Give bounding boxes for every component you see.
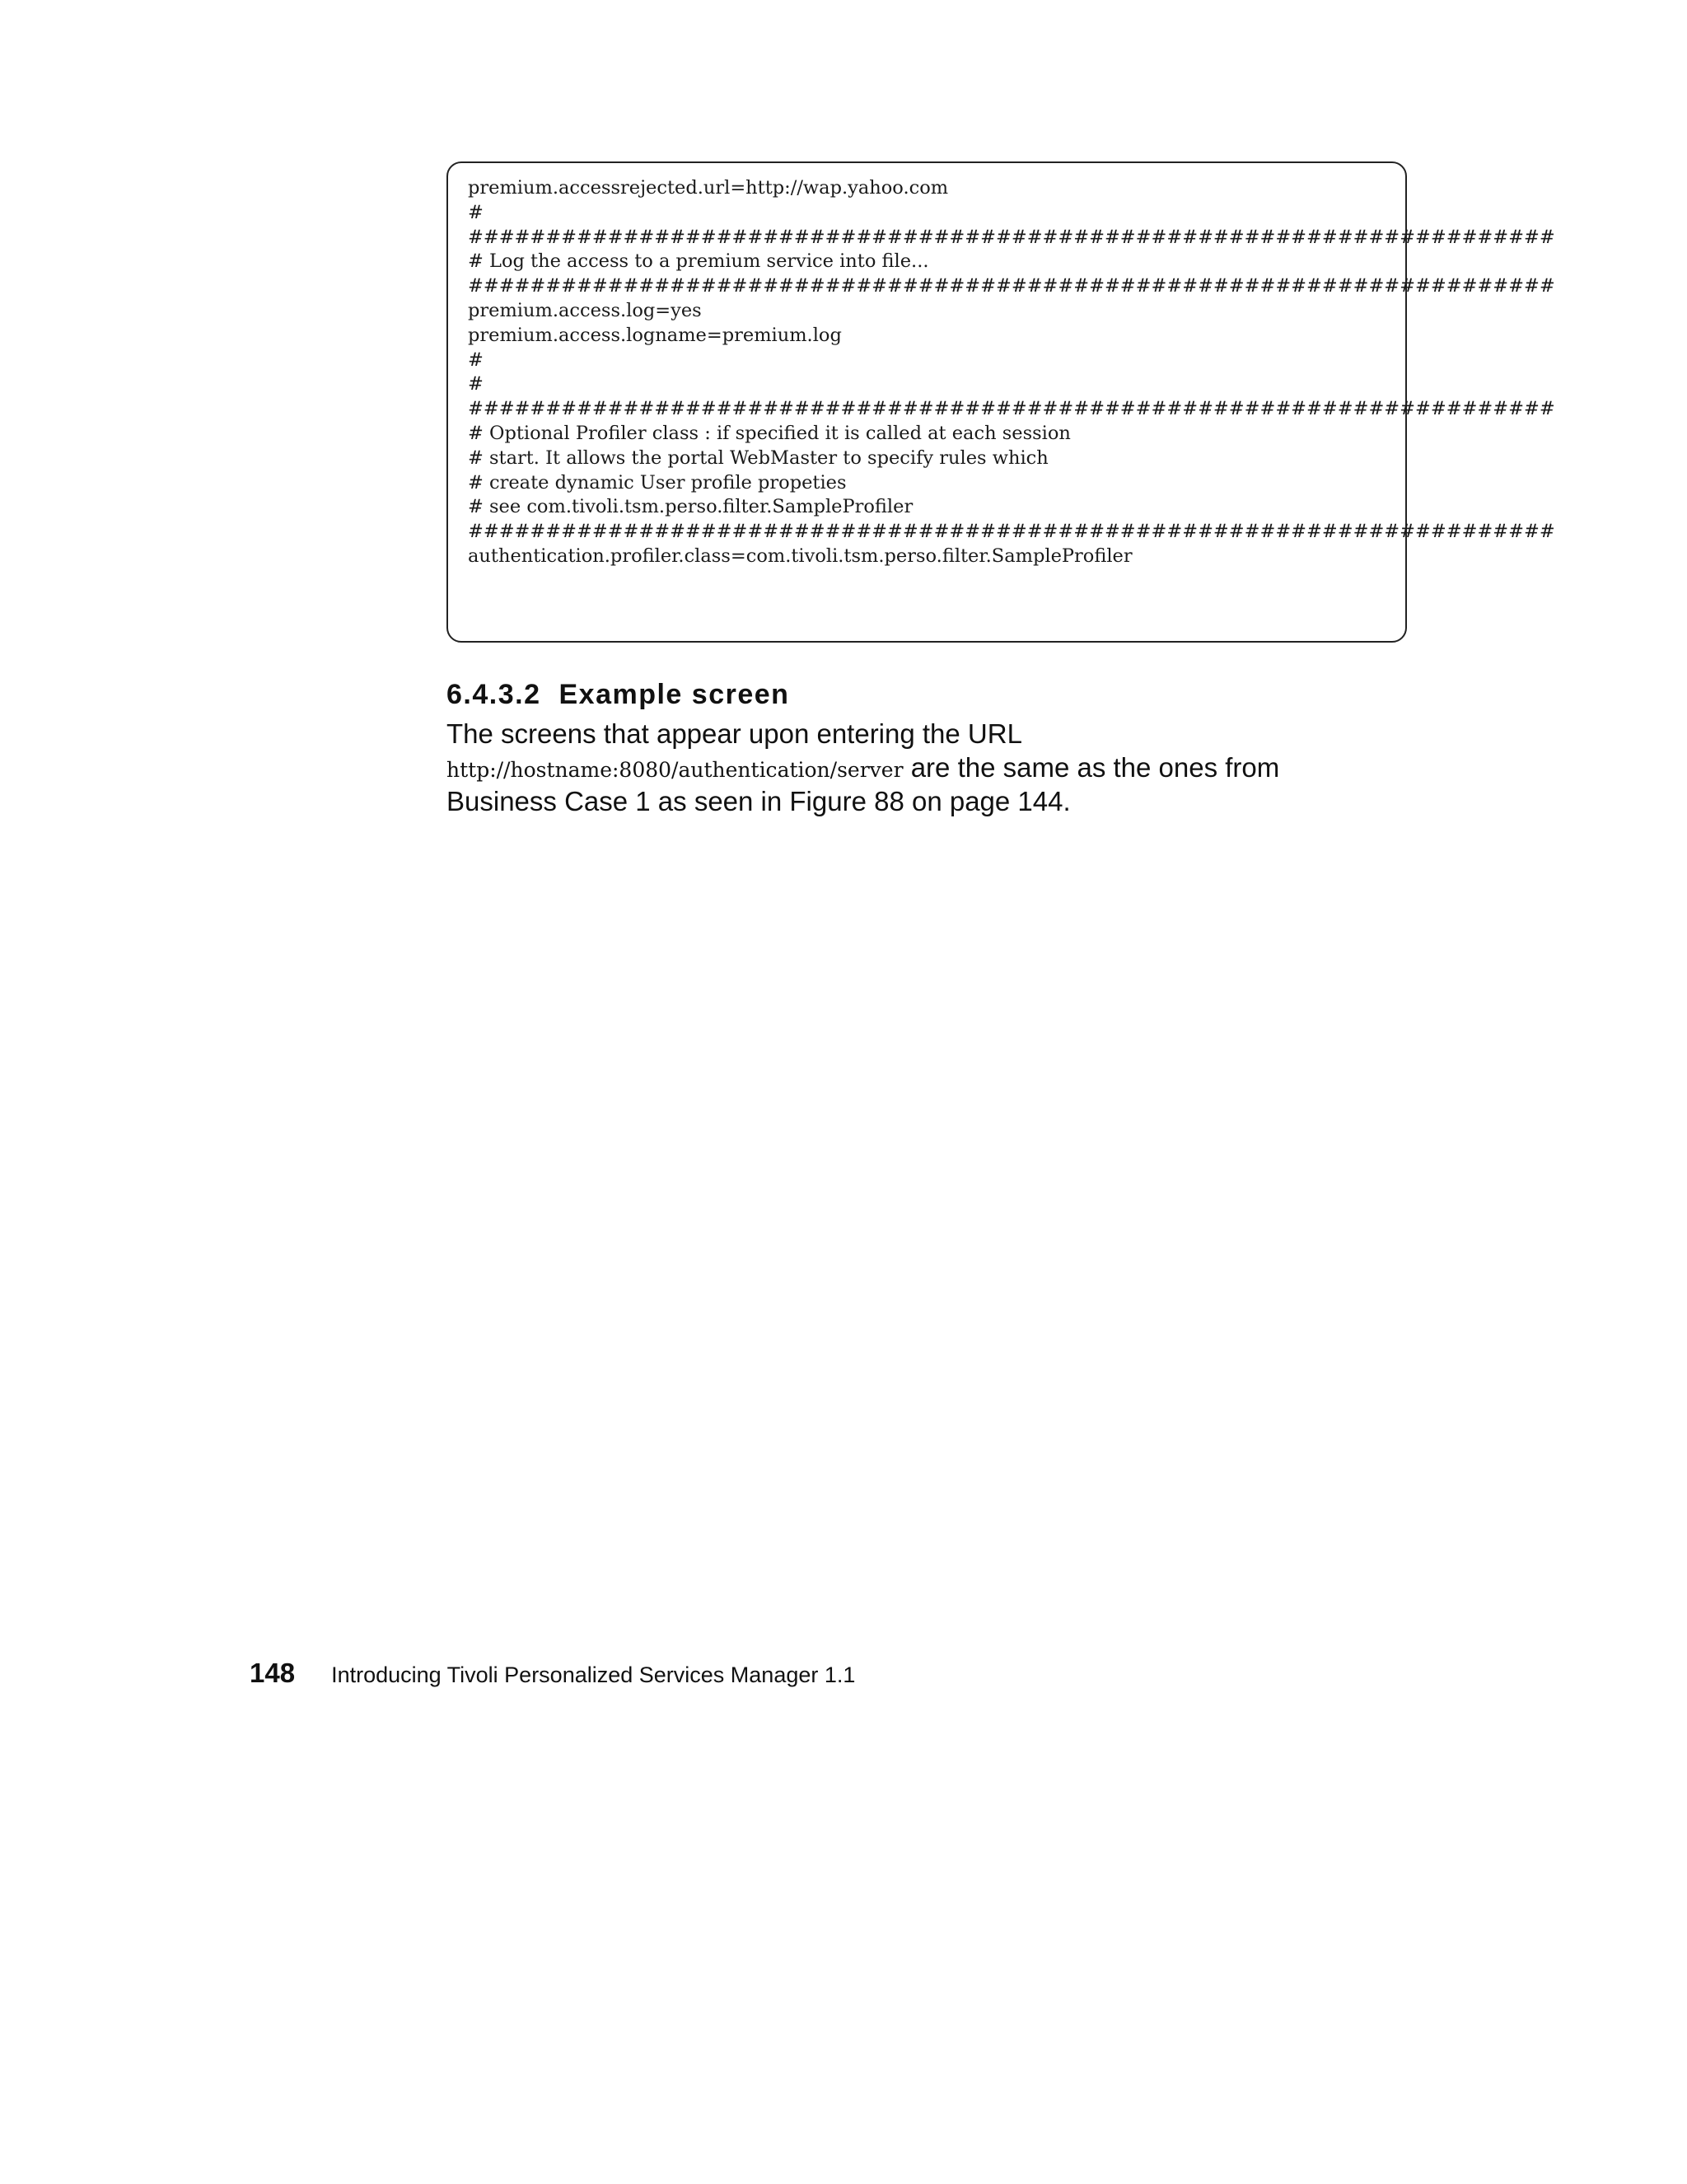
code-line: # — [468, 373, 484, 395]
code-line: authentication.profiler.class=com.tivoli.tsm.perso.filter.SampleProfiler — [468, 545, 1133, 567]
paragraph-line — [446, 717, 1418, 751]
page-number: 148 — [250, 1658, 296, 1688]
code-line: ###################################################################### — [468, 398, 1555, 420]
paragraph-text: The screens that appear upon entering the URL — [446, 718, 1022, 749]
body-paragraph — [446, 717, 1418, 818]
code-line: # Log the access to a premium service into file... — [468, 250, 929, 273]
code-line: ###################################################################### — [468, 226, 1555, 248]
paragraph-line — [446, 751, 1418, 784]
section-number: 6.4.3.2 — [446, 679, 541, 710]
code-line: # create dynamic User profile propeties — [468, 471, 847, 493]
code-line: premium.access.log=yes — [468, 299, 702, 321]
code-line: # — [468, 348, 484, 371]
code-line: ###################################################################### — [468, 275, 1555, 297]
code-line: # Optional Profiler class : if specified it is called at each session — [468, 422, 1071, 444]
paragraph-text: are the same as the ones from — [903, 752, 1280, 783]
code-line: # see com.tivoli.tsm.perso.filter.SampleProfiler — [468, 496, 914, 518]
code-line: premium.accessrejected.url=http://wap.yahoo.com — [468, 177, 949, 199]
paragraph-text: Business Case 1 as seen in Figure 88 on page 144. — [446, 786, 1071, 816]
code-line: # start. It allows the portal WebMaster to specify rules which — [468, 447, 1049, 469]
paragraph-line — [446, 784, 1418, 818]
section-heading — [446, 679, 789, 711]
code-line: premium.access.logname=premium.log — [468, 324, 842, 346]
section-title: Example screen — [558, 679, 790, 710]
book-title: Introducing Tivoli Personalized Services Manager 1.1 — [331, 1663, 856, 1687]
code-listing-box — [446, 161, 1555, 643]
page-footer — [250, 1658, 855, 1689]
code-line: # — [468, 201, 484, 223]
code-line: ###################################################################### — [468, 521, 1555, 543]
url-code: http://hostname:8080/authentication/server — [446, 758, 904, 782]
